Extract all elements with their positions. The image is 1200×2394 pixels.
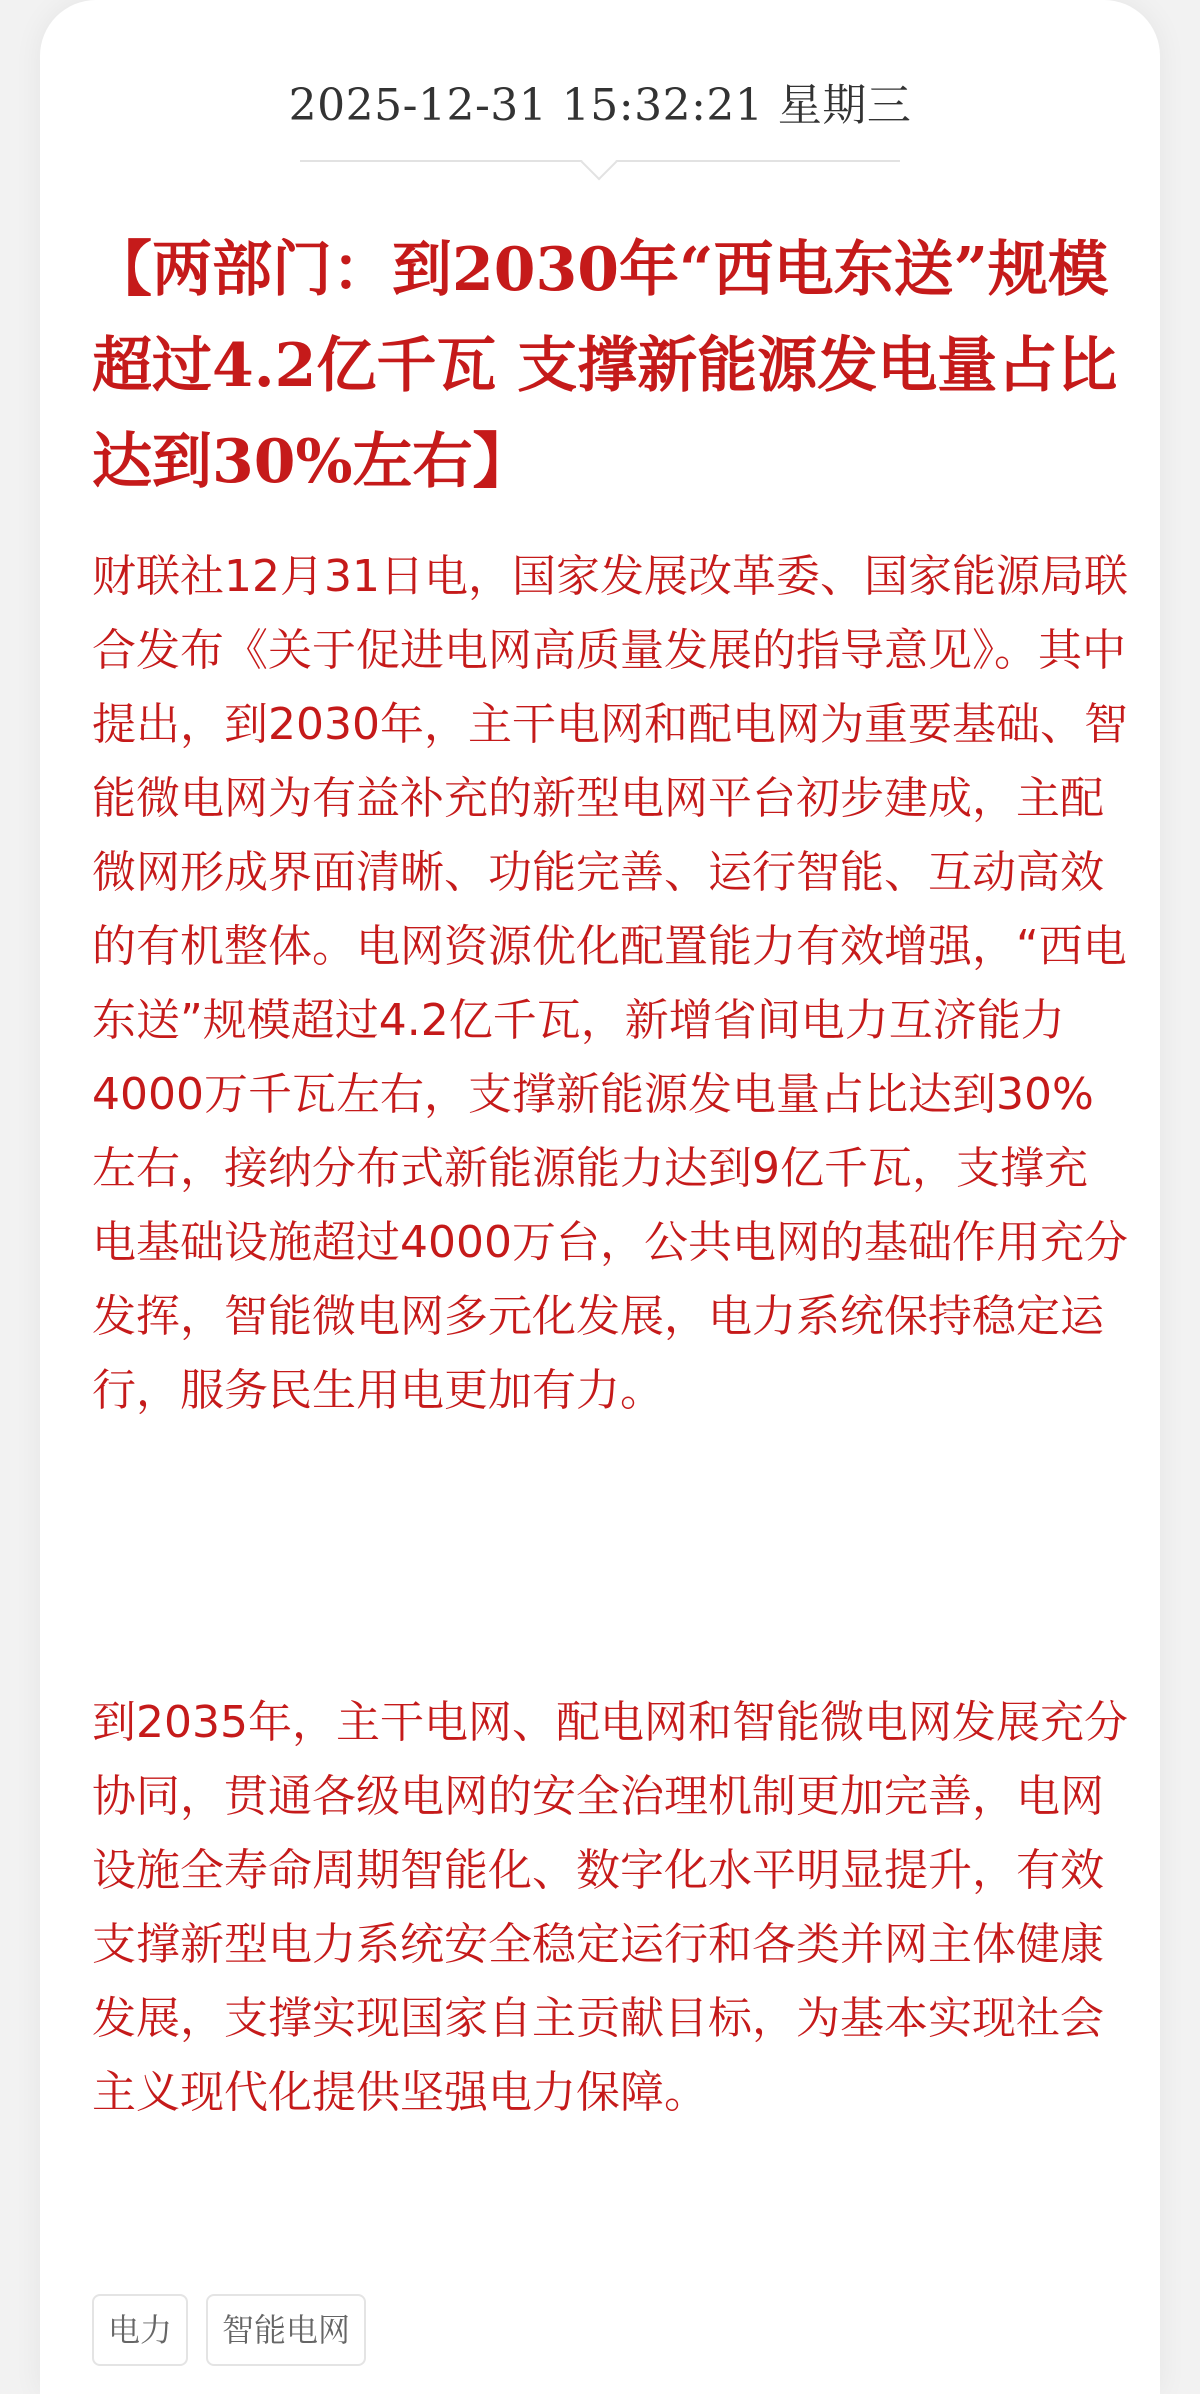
- tag-power[interactable]: 电力: [92, 2294, 188, 2366]
- article-headline: 【两部门：到2030年“西电东送”规模超过4.2亿千瓦 支撑新能源发电量占比达到30%左右】: [92, 235, 1118, 497]
- divider-notch-icon: [581, 144, 618, 181]
- article-paragraph-1: 财联社12月31日电，国家发展改革委、国家能源局联合发布《关于促进电网高质量发展的指导意见》。其中提出，到2030年，主干电网和配电网为重要基础、智能微电网为有益补充的新型电网平台初步建成，主配微网形成界面清晰、功能完善、运行智能、互动高效的有机整体。电网资源优化配置能力有效增强，“西电东送”规模超过4.2亿千瓦，新增省间电力互济能力4000万千瓦左右，支撑新能源发电量占比达到30%左右，接纳分布式新能源能力达到9亿千瓦，支撑充电基础设施超过4000万台，公共电网的基础作用充分发挥，智能微电网多元化发展，电力系统保持稳定运行，服务民生用电更加有力。: [92, 551, 1128, 1416]
- tag-smart-grid[interactable]: 智能电网: [206, 2294, 366, 2366]
- publish-timestamp: 2025-12-31 15:32:21 星期三: [288, 80, 912, 131]
- article-card: [40, 0, 1160, 2394]
- article-paragraph-2: 到2035年，主干电网、配电网和智能微电网发展充分协同，贯通各级电网的安全治理机制更加完善，电网设施全寿命周期智能化、数字化水平明显提升，有效支撑新型电力系统安全稳定运行和各类并网主体健康发展，支撑实现国家自主贡献目标，为基本实现社会主义现代化提供坚强电力保障。: [92, 1697, 1128, 2118]
- tag-list: [92, 2294, 366, 2366]
